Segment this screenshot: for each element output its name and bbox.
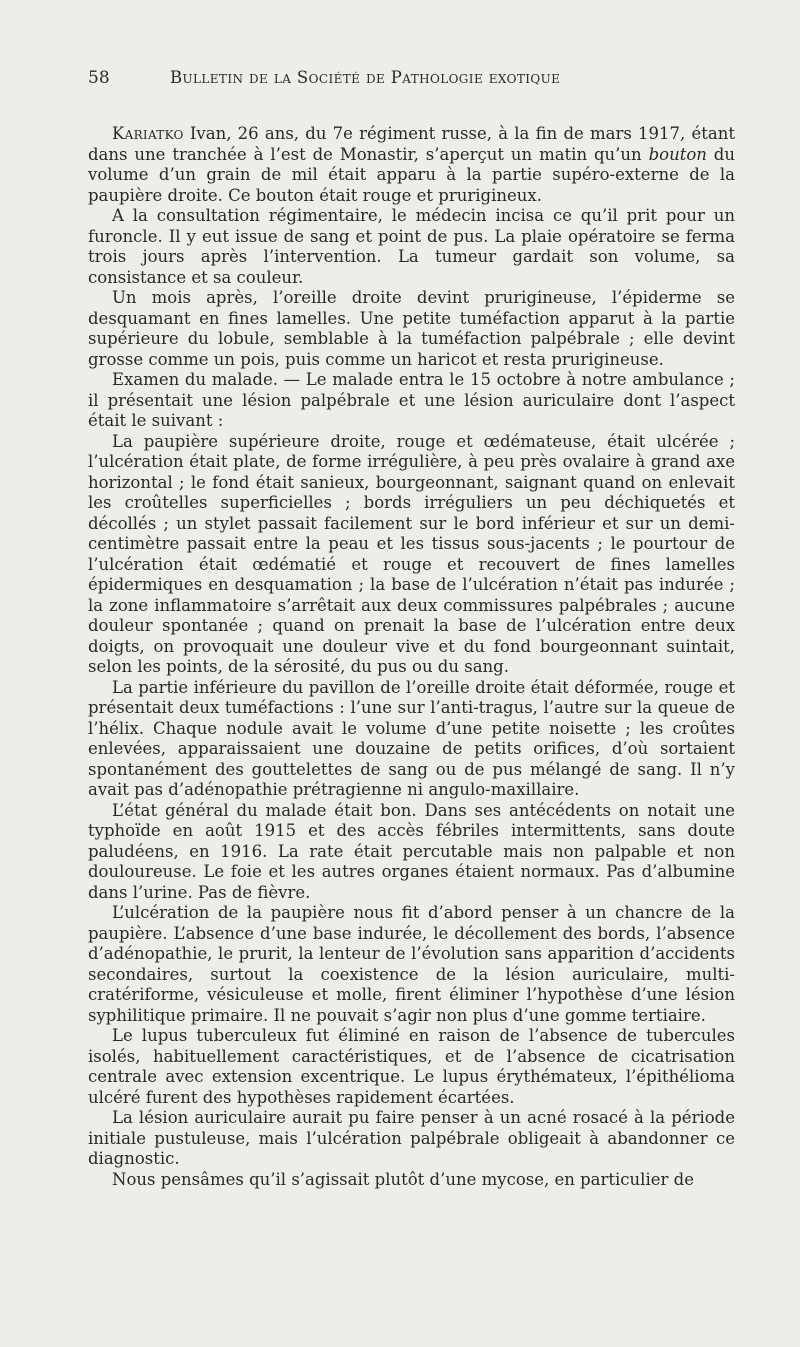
- general-state-paragraph: L’état général du malade était bon. Dans ses antécédents on notait une typhoïde en août 1915 et des accès fébriles intermittents, sans doute paludéens, en 1916. La rate était percutable mais non palpable et non douloureuse. Le foie et les autres organes étaient normaux. Pas d’albumine dans l’urine. Pas de fièvre.: [88, 800, 735, 902]
- journal-title: Bulletin de la Société de Pathologie exotique: [170, 68, 561, 87]
- patient-name: Kariatko: [112, 124, 184, 143]
- acne-discussion-paragraph: La lésion auriculaire aurait pu faire penser à un acné rosacé à la période initiale pustuleuse, mais l’ulcération palpébrale obligeait à abandonner ce diagnostic.: [88, 1108, 735, 1168]
- case-introduction-paragraph: [88, 124, 735, 206]
- chancre-discussion-paragraph: L’ulcération de la paupière nous fit d’abord penser à un chancre de la paupière. L’absence d’une base indurée, le décollement des bords, l’absence d’adénopathie, le prurit, la lenteur de l’évolution sans apparition d’accidents secondaires, surtout la coexistence de la lésion auriculaire, multicratériforme, vésiculeuse et molle, firent éliminer l’hypothèse d’une lésion syphilitique primaire. Il ne pouvait s’agir non plus d’une gomme tertiaire.: [88, 903, 735, 1025]
- lupus-discussion-paragraph: Le lupus tuberculeux fut éliminé en raison de l’absence de tubercules isolés, habituellement caractéristiques, et de l’absence de cicatrisation centrale avec extension excentrique. Le lupus érythémateux, l’épithélioma ulcéré furent des hypothèses rapidement écartées.: [88, 1026, 735, 1107]
- case-introduction-text: Ivan, 26 ans, du 7e régiment russe, à la fin de mars 1917, étant dans une tranchée à l’est de Monastir, s’aperçut un matin qu’un: [88, 124, 735, 164]
- ear-lesion-paragraph: La partie inférieure du pavillon de l’oreille droite était déformée, rouge et présentait deux tuméfactions : l’une sur l’anti-tragus, l’autre sur la queue de l’hélix. Chaque nodule avait le volume d’une petite noisette ; les croûtes enlevées, apparaissaient une douzaine de petits orifices, d’où sortaient spontanément des gouttelettes de sang ou de pus mélangé de sang. Il n’y avait pas d’adénopathie prétragienne ni angulo-maxillaire.: [88, 677, 735, 799]
- page-number: 58: [88, 68, 110, 88]
- article-body: [88, 124, 735, 1190]
- running-head: [88, 68, 735, 104]
- italic-term: bouton: [648, 144, 707, 164]
- examination-paragraph: Examen du malade. — Le malade entra le 15 octobre à notre ambulance ; il présentait une lésion palpébrale et une lésion auriculaire dont l’aspect était le suivant :: [88, 370, 735, 430]
- mycosis-paragraph: Nous pensâmes qu’il s’agissait plutôt d’une mycose, en particulier de: [112, 1169, 694, 1189]
- ear-onset-paragraph: Un mois après, l’oreille droite devint prurigineuse, l’épiderme se desquamant en fines lamelles. Une petite tuméfaction apparut à la partie supérieure du lobule, semblable à la tuméfaction palpébrale ; elle devint grosse comme un pois, puis comme un haricot et resta prurigineuse.: [88, 288, 735, 369]
- eyelid-lesion-paragraph: La paupière supérieure droite, rouge et œdémateuse, était ulcérée ; l’ulcération était plate, de forme irrégulière, à peu près ovalaire à grand axe horizontal ; le fond était sanieux, bourgeonnant, saignant quand on enlevait les croûtelles superficielles ; bords irréguliers un peu déchiquetés et décollés ; un stylet passait facilement sur le bord inférieur et sur un demi-centimètre passait entre la peau et les tissus sous-jacents ; le pourtour de l’ulcération était œdématié et rouge et recouvert de fines lamelles épidermiques en desquamation ; la base de l’ulcération n’était pas indurée ; la zone inflammatoire s’arrêtait aux deux commissures palpébrales ; aucune douleur spontanée ; quand on prenait la base de l’ulcération entre deux doigts, on provoquait une douleur vive et du fond bourgeonnant suintait, selon les points, de la sérosité, du pus ou du sang.: [88, 431, 735, 676]
- consultation-paragraph: A la consultation régimentaire, le médecin incisa ce qu’il prit pour un furoncle. Il y eut issue de sang et point de pus. La plaie opératoire se ferma trois jours après l’intervention. La tumeur gardait son volume, sa consistance et sa couleur.: [88, 206, 735, 287]
- case-introduction-continuation: du volume d’un grain de mil était apparu à la partie supéro-externe de la paupière droite. Ce bouton était rouge et prurigineux.: [88, 144, 735, 205]
